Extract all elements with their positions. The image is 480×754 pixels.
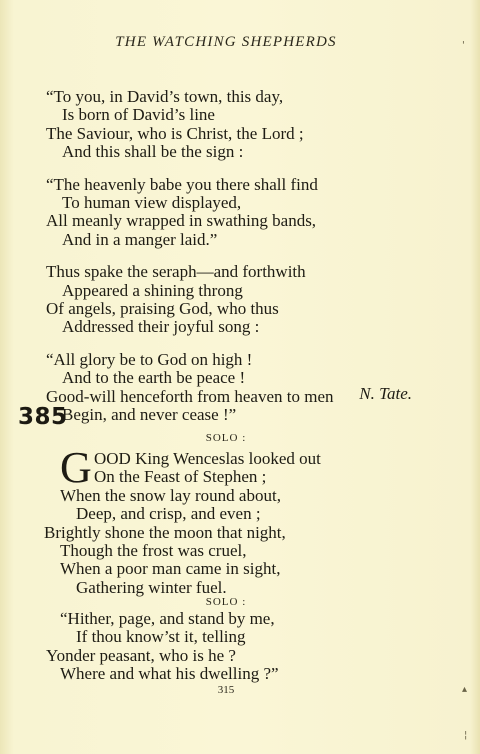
hymn-number: 385 xyxy=(18,404,68,430)
solo-label: SOLO : xyxy=(205,432,247,444)
hymn-stanza-2 xyxy=(46,609,450,684)
margin-mark: ' xyxy=(462,40,465,51)
poem-line: To human view displayed, xyxy=(62,193,242,213)
poem-line: Yonder peasant, who is he ? xyxy=(46,645,236,665)
poem-line: And this shall be the sign : xyxy=(62,142,244,162)
margin-mark: ¦ xyxy=(464,730,468,741)
author-attribution: N. Tate. xyxy=(359,384,412,403)
poem-line: Begin, and never cease !” xyxy=(62,405,237,425)
poem-line: Gathering winter fuel. xyxy=(76,577,227,597)
poem-line: Thus spake the seraph—and forthwith xyxy=(46,262,306,282)
poem-line: Addressed their joyful song : xyxy=(62,317,260,337)
drop-cap: G xyxy=(60,443,92,492)
poem-line: Brightly shone the moon that night, xyxy=(44,522,286,542)
poem-line: “The heavenly babe you there shall find xyxy=(46,174,318,194)
poem-line: All meanly wrapped in swathing bands, xyxy=(46,211,317,231)
poem-line: When a poor man came in sight, xyxy=(60,559,281,579)
poem-line: Is born of David’s line xyxy=(62,105,215,125)
hymn-stanza-1 xyxy=(44,443,450,597)
poem-line: And to the earth be peace ! xyxy=(62,368,246,388)
poem-line: Good-will henceforth from heaven to men xyxy=(46,386,334,406)
poem-line: The Saviour, who is Christ, the Lord ; xyxy=(46,123,304,143)
stanza-1 xyxy=(46,88,446,162)
poem-line: “Hither, page, and stand by me, xyxy=(60,609,275,628)
poem-line: “All glory be to God on high ! xyxy=(46,349,253,369)
poem-line: “To you, in David’s town, this day, xyxy=(46,87,284,106)
page-header: THE WATCHING SHEPHERDS xyxy=(115,34,337,50)
solo-label: SOLO : xyxy=(205,596,247,608)
poem-line: Appeared a shining throng xyxy=(62,280,243,300)
stanza-2 xyxy=(46,176,446,250)
poem-line: If thou know’st it, telling xyxy=(76,627,246,647)
page-number: 315 xyxy=(217,684,235,696)
poem-line: Where and what his dwelling ?” xyxy=(60,664,279,684)
poem-line: Of angels, praising God, who thus xyxy=(46,299,279,319)
poem-line: Deep, and crisp, and even ; xyxy=(76,504,261,524)
poem-line: Though the frost was cruel, xyxy=(60,541,247,561)
poem-line: OOD King Wenceslas looked out xyxy=(94,449,321,468)
poem-line: When the snow lay round about, xyxy=(60,485,281,505)
poem-line: And in a manger laid.” xyxy=(62,229,218,249)
stanza-3 xyxy=(46,263,446,337)
poem-line: On the Feast of Stephen ; xyxy=(94,467,267,487)
margin-mark: ▴ xyxy=(462,684,468,695)
